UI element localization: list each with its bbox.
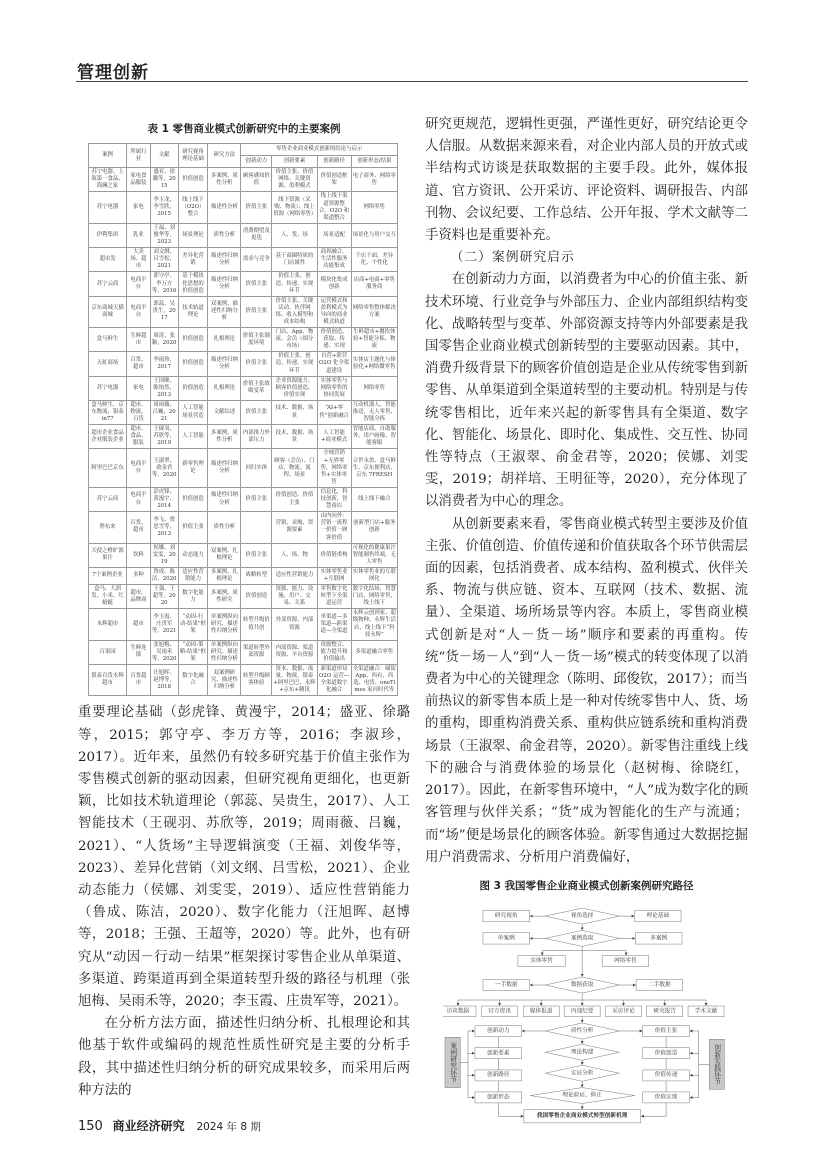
cell-elements: 门店、App、物流、会员（细分市场）: [272, 328, 317, 352]
cell-elements: 人、场、物: [272, 543, 317, 567]
cell-elements: 适应性营销能力: [272, 567, 317, 584]
cell-method: 单案例纵向研究、描述性归纳分析: [208, 609, 241, 640]
label-innovation-practice-stage: 创新实践环节: [712, 1044, 721, 1085]
header-industry: 所属行业: [127, 144, 151, 168]
label-source: 内部纪要: [570, 1008, 594, 1015]
case-table: [88, 143, 398, 696]
label-innovation-form: 创新形态: [486, 1094, 510, 1101]
cell-driver: 价值主张制度环境: [241, 328, 272, 352]
page-footer: [78, 1118, 410, 1155]
table-row: [89, 665, 398, 696]
cell-method: 扎根理论: [208, 376, 241, 400]
cell-case: 苏宁电器、上海第一食品、海澜之家: [89, 168, 127, 192]
body-paragraph: 研究更规范，逻辑性更强，严谨性更好，研究结论更令人信服。从数据来源来看，对企业内部人员的开放式或半结构式访谈是获取数据的主要手段。此外，媒体报道、官方资讯、公开采访、评论资料、调研报告、内部刊物、会议纪要、工作总结、公开年报、学术文献等二手资料也是重要补充。: [425, 117, 748, 244]
cell-literature: 王砚羽、苏欣等，2019: [150, 425, 178, 449]
label-source: 媒体报道: [529, 1008, 553, 1015]
header-path: 创新路径: [317, 156, 351, 168]
cell-theory: 价值创造: [178, 376, 208, 400]
cell-path: “AI+零售”创新融合: [317, 400, 351, 424]
table-row: [89, 585, 398, 609]
cell-path: 人工智能+商业模式: [317, 425, 351, 449]
cell-theory: 价值创造: [178, 487, 208, 511]
research-path-flowchart: [443, 905, 726, 1125]
header-case: 案例: [89, 144, 127, 168]
label-innovation-path: 创新路径: [486, 1072, 510, 1079]
cell-path: 商界融合，生活性服务功能集成: [317, 248, 351, 272]
left-body-text: [78, 702, 410, 1102]
body-paragraph: 在分析方法方面，描述性归纳分析、扎根理论和其他基于软件或编码的规范性质性研究是主要的分析手段，其中描述性归纳分析的研究成果较多，而采用后两种方法的: [78, 1016, 410, 1098]
cell-theory: 场景理论: [178, 223, 208, 247]
cell-driver: 价值创造: [241, 585, 272, 609]
cell-form: 实体店主题化与体验化+网络微零售: [351, 352, 397, 376]
label-single-case: 单案例: [497, 935, 515, 942]
cell-path: 单渠道—多渠道—跨渠道—全渠道: [317, 609, 351, 640]
cell-method: 质性分析: [208, 223, 241, 247]
cell-theory: 适应性营销能力: [178, 567, 208, 584]
cell-method: 质性分析: [208, 512, 241, 543]
cell-literature: 王强、王超等，2020: [150, 585, 178, 609]
cell-theory: 动态能力: [178, 543, 208, 567]
cell-literature: 王淑翠、俞金君等，2020: [150, 449, 178, 487]
journal-name: 商业经济研究: [112, 1119, 185, 1134]
cell-elements: 价值主张、创造、传递、实现环节: [272, 352, 317, 376]
cell-driver: 渠道转型外部资源: [241, 640, 272, 664]
cell-literature: 刘文纲、吕雪松，2021: [150, 248, 178, 272]
cell-driver: 转型升级顾客体验: [241, 665, 272, 696]
body-paragraph: 从创新要素来看，零售商业模式转型主要涉及价值主张、价值创造、价值传递和价值获取各个环节供需层面的因素，包括消费者、成本结构、盈利模式、伙伴关系、物流与供应链、资本、互联网（技术、数据、流量）、全渠道、场所场景等内容。本质上，零售商业模式创新是对“人－货－场”顺序和要素的再重构。传统“货－场－人”到“人－货－场”模式的转变体现了以消费者为中心的关键理念（陈明、邱俊钦，2017）；而当前热议的新零售本质上是一种对传统零售中人、货、场的重构，即重构消费关系、重构供应链系统和重构消费场景（王淑翠、俞金君等，2020）。新零售注重线上线下的融合与消费体验的场景化（赵树梅、徐晓红，2017）。因此，在新零售环境中，“人”成为数字化的顾客管理与伙伴关系；“货”成为智能化的生产与流通；而“场”便是场景化的顾客体验。新零售通过大数据挖掘用户消费需求、分析用户消费偏好，: [425, 516, 748, 865]
cell-literature: 郭守亭、李万方等，2016: [150, 272, 178, 296]
cell-form: 店商+电商+零售服务商: [351, 272, 397, 296]
body-paragraph: 在创新动力方面，以消费者为中心的价值主张、新技术环境、行业竞争与外部压力、企业内部组织结构变化、战略转型与变革、外部资源支持等内外部要素是我国零售企业商业模式创新转型的主要驱动因素。其中，消费升级背景下的顾客价值创造是企业从传统零售到新零售、从单渠道到全渠道转型的主要动机。特别是与传统零售相比，近年来兴起的新零售具有全渠道、数字化、智能化、场景化、即时化、集成性、交互性、协同性等特点（王淑翠、俞金君等，2020；侯娜、刘雯雯，2019；胡祥培、王明征等，2020），充分体现了以消费者为中心的理念。: [425, 272, 748, 510]
table-row: [89, 352, 398, 376]
label-case-select: 案例选取: [570, 935, 594, 942]
cell-elements: 内部资源、渠道资源、平台资源: [272, 640, 317, 664]
cell-method: 文献综述: [208, 400, 241, 424]
cell-literature: 彭虎锋、黄漫宇，2014: [150, 487, 178, 511]
cell-driver: 价值主张: [241, 272, 272, 296]
cell-path: 线上线下渠道资源整合，O2O 和渠道整合: [317, 192, 351, 223]
cell-theory: 价值创造: [178, 328, 208, 352]
cell-path: 信息化，科技创新，智慧商店: [317, 487, 351, 511]
label-data-acquire: 数据获取: [570, 981, 594, 988]
cell-case: 京东商城天猫商城: [89, 296, 127, 327]
cell-case: 百果园: [89, 640, 127, 664]
cell-case: 盒马、大润发、小米、红蜻蜓: [89, 585, 127, 609]
cell-theory: 差异化营销: [178, 248, 208, 272]
cell-literature: 李玉龙、李雪欣，2015: [150, 192, 178, 223]
cell-form: 全渠道融合：喵街 App、西有、西选、电货、oneTimes 家河时代等: [351, 665, 397, 696]
section-heading: 管理创新: [77, 63, 149, 83]
cell-literature: 郭蕊、吴贵生，2017: [150, 296, 178, 327]
cell-form: 网络零售整体解决方案: [351, 296, 397, 327]
cell-literature: 盛亚、徐璐等，2015: [150, 168, 178, 192]
cell-industry: 电商平台: [127, 296, 151, 327]
table-row: [89, 512, 398, 543]
case-table-container: [88, 143, 398, 696]
cell-driver: [241, 512, 272, 543]
body-paragraph: 重要理论基础（彭虎锋、黄漫宇，2014；盛亚、徐璐等，2015；郭守亭、李万方等，2016；李淑珍，2017）。近年来，虽然仍有较多研究基于价值主张作为零售模式创新的驱动因素，但研究视角更细化，也更新颖，比如技术轨道理论（郭蕊、吴贵生，2017）、人工智能技术（王砚羽、苏欣等，2019；周雨薇、吕巍，2021）、“人货场”主导逻辑演变（王福、刘俊华等，2023）、差异化营销（刘文纲、吕雪松，2021）、企业动态能力（侯娜、刘雯雯，2019）、适应性营销能力（鲁成、陈洁，2020）、数字化能力（汪旭晖、赵博等，2018；王强、王超等，2020）等。此外，也有研究从“动因－行动－结果”框架探讨零售企业从单渠道、多渠道、跨渠道再到全渠道转型升级的路径与机理（张旭梅、吴雨禾等，2020；李玉霞、庄贵军等，2021）。: [78, 705, 410, 1010]
left-column: [78, 122, 410, 1155]
label-innovation-driver: 创新动力: [486, 1027, 510, 1034]
cell-driver: 顾客感知价值: [241, 168, 272, 192]
cell-path: 模块化集成创新: [317, 272, 351, 296]
cell-literature: 鲁成、陈洁，2020: [150, 567, 178, 584]
table-row: [89, 328, 398, 352]
cell-method: 描述性归纳分析: [208, 449, 241, 487]
cell-path: 由内向外：营销一流程一价值一顾客价值: [317, 512, 351, 543]
cell-elements: 企业资源能力、顾客价值创造、价值实现: [272, 376, 317, 400]
cell-case: 胖东来: [89, 512, 127, 543]
journal-issue: 2024 年 8 期: [196, 1121, 261, 1134]
cell-theory: 数字化能力: [178, 585, 208, 609]
cell-theory: 新零售理论: [178, 449, 208, 487]
cell-case: 苏宁云商: [89, 487, 127, 511]
cell-industry: 超市、物流、百货: [127, 400, 151, 424]
cell-literature: 李玉霞、庄贵军等，2021: [150, 609, 178, 640]
cell-theory: 基于模块化思想的价值创造: [178, 272, 208, 296]
table-row: [89, 543, 398, 567]
cell-driver: 价值主张: [241, 192, 272, 223]
label-physical-retail: 实体零售: [530, 957, 553, 964]
table-row: [89, 449, 398, 487]
cell-driver: 内部推力外部压力: [241, 425, 272, 449]
cell-elements: 技术、数据、场景: [272, 400, 317, 424]
cell-case: 永辉超市: [89, 609, 127, 640]
cell-driver: 回归实体: [241, 449, 272, 487]
table-row: [89, 567, 398, 584]
label-verify: 理论验证、修正: [562, 1092, 602, 1099]
label-source: 访谈数据: [446, 1008, 470, 1015]
table-row: [89, 296, 398, 327]
cell-form: 网络零售: [351, 192, 397, 223]
cell-case: 天虹商场: [89, 352, 127, 376]
cell-literature: 汪旭晖、赵博等，2018: [150, 665, 178, 696]
cell-theory: 价值创造: [178, 168, 208, 192]
cell-path: 价值创造框架: [317, 168, 351, 192]
cell-theory: 线上线下（O2O）整合: [178, 192, 208, 223]
header-theory: 研究视角理论基础: [178, 144, 208, 168]
table-row: [89, 609, 398, 640]
label-multi-case: 多案例: [650, 935, 668, 942]
cell-form: 合世永盈、盒马鲜生、京东便利店、京东 7FRESH: [351, 449, 397, 487]
cell-industry: 家电: [127, 376, 151, 400]
cell-path: 实体零售业+互联网: [317, 567, 351, 584]
cell-literature: 侯娜、刘雯雯，2019: [150, 543, 178, 567]
table-row: [89, 168, 398, 192]
cell-method: 双案例、扎根理论: [208, 543, 241, 567]
cell-form: 实体零售业的互联网化: [351, 567, 397, 584]
cell-method: 描述性归纳分析: [208, 248, 241, 272]
cell-method: 多案例、质性分析: [208, 168, 241, 192]
label-perspective-select: 视角选择: [570, 913, 594, 920]
cell-form: 可视化的健康果汁智能制售终端，无人零售: [351, 543, 397, 567]
cell-elements: 顾客（会员）、门店、物流、流程、场景: [272, 449, 317, 487]
cell-form: 创新型门店+服务创新: [351, 512, 397, 543]
cell-method: 双案例、描述性归纳分析: [208, 296, 241, 327]
header-form: 创新形态/结果: [351, 156, 397, 168]
cell-elements: 价值创造、价值主张: [272, 487, 317, 511]
header-literature: 文献: [150, 144, 178, 168]
table-row: [89, 425, 398, 449]
label-theory-basis: 理论基础: [646, 913, 670, 920]
label-case-research-stage: 案例研究环节: [448, 1042, 457, 1083]
cell-case: 天使之橙旷源果汁: [89, 543, 127, 567]
figure-title: 图 3 我国零售企业商业模式创新案例研究路径: [479, 879, 694, 892]
table-row: [89, 487, 398, 511]
cell-form: 数字化结场，智慧门店，网络零售，线上线下: [351, 585, 397, 609]
cell-industry: 电商平台: [127, 272, 151, 296]
cell-case: 苏宁电器: [89, 192, 127, 223]
label-innovation-elements: 创新要素: [486, 1050, 510, 1057]
cell-industry: 超市、品牌商: [127, 585, 151, 609]
table-header-row: [89, 144, 398, 156]
cell-industry: 电商平台: [127, 487, 151, 511]
cell-path: 价值链重构: [317, 543, 351, 567]
cell-driver: 转型升级价值共创: [241, 609, 272, 640]
cell-form: 互动机器人、智能推送、无人零售、智能分拣: [351, 400, 397, 424]
table-title: 表 1 零售商业模式创新研究中的主要案例: [147, 123, 341, 135]
cell-case: 7个案例企业: [89, 567, 127, 584]
cell-path: 场景适配: [317, 223, 351, 247]
cell-driver: 价值主张战略变革: [241, 376, 272, 400]
label-secondary-data: 二手数据: [648, 981, 671, 988]
label-perspective: 研究视角: [494, 913, 518, 920]
cell-form: 线上线下融合: [351, 487, 397, 511]
cell-case: 伊利集团: [89, 223, 127, 247]
page-number: 150: [78, 1119, 103, 1135]
cell-industry: 乳业: [127, 223, 151, 247]
cell-path: 零售数字化转型下全渠道运营: [317, 585, 351, 609]
header-driver: 创新动力: [241, 156, 272, 168]
cell-elements: 价值主张、价值网络、关键资源、盈利模式: [272, 168, 317, 192]
table-row: [89, 376, 398, 400]
header-method: 研究方法: [208, 144, 241, 168]
cell-literature: 周涛、张颖，2020: [150, 328, 178, 352]
cell-literature: 张旭梅、吴雨禾等，2020: [150, 640, 178, 664]
cell-elements: 技术、数据、场景: [272, 425, 317, 449]
cell-industry: 生鲜连锁: [127, 640, 151, 664]
label-value-creation: 价值创造: [654, 1050, 678, 1057]
cell-theory: 人工智能: [178, 425, 208, 449]
cell-method: 双案例研究、描述性归纳分析: [208, 665, 241, 696]
label-source: 采访评论: [612, 1008, 635, 1015]
label-online-retail: 网络零售: [614, 957, 637, 964]
label-value-delivery: 价值传递: [654, 1072, 678, 1079]
label-source: 学术文献: [694, 1008, 718, 1015]
cell-case: 超市企业食品企业服装企业: [89, 425, 127, 449]
table-body: [89, 168, 398, 696]
cell-elements: 营销、采购、资源要素: [272, 512, 317, 543]
cell-industry: 百货、超市: [127, 352, 151, 376]
label-qualitative: 质性分析: [570, 1027, 594, 1034]
cell-case: 盒马鲜生、京东物流、银泰 in77: [89, 400, 127, 424]
cell-driver: 价值主张: [241, 352, 272, 376]
cell-path: 自营+联营 O2O 化全渠道建设: [317, 352, 351, 376]
cell-elements: 人、货、场: [272, 223, 317, 247]
cell-literature: 王福、刘俊华等，2023: [150, 223, 178, 247]
cell-method: 描述性归纳分析: [208, 487, 241, 511]
cell-industry: 百货超市: [127, 665, 151, 696]
cell-form: 千店千面，差异化、个性化: [351, 248, 397, 272]
cell-case: 阿里巴巴京东: [89, 449, 127, 487]
cell-form: 永辉云创到家、超级物种、永辉生活店，线上线下“科技永辉”: [351, 609, 397, 640]
table-row: [89, 400, 398, 424]
cell-theory: 价值主张: [178, 512, 208, 543]
cell-form: 网络零售: [351, 376, 397, 400]
cell-driver: 需求与竞争: [241, 248, 272, 272]
header-elements: 创新要素: [272, 156, 317, 168]
cell-form: 电子商务、网络零售: [351, 168, 397, 192]
cell-form: 场景化与用户交互: [351, 223, 397, 247]
cell-form: 智能店面、自助服务、用户画像、智能客服: [351, 425, 397, 449]
cell-industry: 大卖场、超市: [127, 248, 151, 272]
cell-case: 盒马鲜生: [89, 328, 127, 352]
table-row: [89, 272, 398, 296]
cell-elements: 价值主张、创造、传递、实现环节: [272, 272, 317, 296]
cell-theory: 人工智能场景营造: [178, 400, 208, 424]
label-empirical: 实证分析: [570, 1070, 594, 1077]
cell-industry: 超市、食品、服装: [127, 425, 151, 449]
label-primary-data: 一手数据: [494, 981, 518, 988]
cell-industry: 百货、超市: [127, 512, 151, 543]
cell-path: 运营模式和盈利模式为导向的商业模式轨道: [317, 296, 351, 327]
cell-method: 多案例、质性分析: [208, 425, 241, 449]
cell-form: 生鲜超市+餐饮体验+智能分拣、物流: [351, 328, 397, 352]
cell-elements: 价值主张、关键活动、伙伴网络、收入模型和成本结构: [272, 296, 317, 327]
cell-driver: 消费期望及更迭: [241, 223, 272, 247]
cell-elements: 线下资源（采购、物流）、线上资源（网络零售）: [272, 192, 317, 223]
cell-literature: 李飞、贾思雪等，2013: [150, 512, 178, 543]
cell-theory: 价值创造: [178, 352, 208, 376]
cell-driver: 价值主张: [241, 400, 272, 424]
cell-path: 全域营销+无界零售，网络零售+实体零售: [317, 449, 351, 487]
cell-driver: 价值主张: [241, 543, 272, 567]
cell-case: 银泰百货永辉超市: [89, 665, 127, 696]
cell-theory: 数字化融合: [178, 665, 208, 696]
cell-industry: 生鲜超市: [127, 328, 151, 352]
cell-method: 多案例、质性研究: [208, 585, 241, 609]
cell-path: 资源整合、能力提升和价值输出: [317, 640, 351, 664]
label-source: 官方资讯: [488, 1008, 511, 1015]
cell-theory: “动因-行动-结果”框架: [178, 609, 208, 640]
cell-elements: 资本、数据、流量、物流，银泰+阿里巴巴、永辉+京东+腾讯: [272, 665, 317, 696]
cell-path: 价值创造、获取、传递、实现: [317, 328, 351, 352]
cell-driver: 价值主张: [241, 296, 272, 327]
cell-driver: 战略转型: [241, 567, 272, 584]
table-row: [89, 192, 398, 223]
cell-method: 单案例纵向研究、描述性归纳分析: [208, 640, 241, 664]
cell-path: 新渠道形局 O2O 运营—全渠道数字化融合: [317, 665, 351, 696]
subsection-heading: （二）案例研究启示: [450, 250, 575, 266]
cell-industry: 超市: [127, 609, 151, 640]
cell-elements: 外部资源、内部资源: [272, 609, 317, 640]
cell-case: 苏宁云商: [89, 272, 127, 296]
label-result: 我国零售企业商业模式转型创新机理: [536, 1113, 628, 1120]
cell-theory: “动因-策略-结果”框架: [178, 640, 208, 664]
table-row: [89, 640, 398, 664]
cell-form: 多渠道融合零售: [351, 640, 397, 664]
table-row: [89, 248, 398, 272]
cell-driver: 价值主张: [241, 487, 272, 511]
cell-case: 超市发: [89, 248, 127, 272]
label-value-proposition: 价值主张: [654, 1027, 678, 1034]
cell-industry: 家电: [127, 192, 151, 223]
right-column: [425, 114, 748, 1145]
label-value-realization: 价值实现: [654, 1094, 678, 1101]
cell-elements: 资源、能力、设施、用户、交易、关系: [272, 585, 317, 609]
cell-industry: 家电食品服装: [127, 168, 151, 192]
cell-method: 描述性归纳分析: [208, 272, 241, 296]
table-row: [89, 223, 398, 247]
cell-method: 描述性分析: [208, 192, 241, 223]
cell-method: 描述性归纳分析: [208, 352, 241, 376]
cell-method: 多案例、扎根理论: [208, 567, 241, 584]
right-body-text: [425, 114, 748, 869]
label-source: 研究报告: [653, 1008, 677, 1015]
cell-path: 实体零售与网络零售的协同发展: [317, 376, 351, 400]
label-theory-build: 理论构建: [570, 1049, 594, 1056]
cell-industry: 多种: [127, 567, 151, 584]
cell-industry: 饮料: [127, 543, 151, 567]
cell-literature: 李雨珍，2017: [150, 352, 178, 376]
cell-literature: 周雨薇、吕巍，2021: [150, 400, 178, 424]
header-group: 零售企业商业模式创新的结论与启示: [241, 144, 398, 156]
cell-literature: 王国顺、陈怡然，2013: [150, 376, 178, 400]
cell-method: 扎根理论: [208, 328, 241, 352]
header-rule: [76, 81, 748, 82]
cell-elements: 基于商圈特质的门店属性: [272, 248, 317, 272]
cell-theory: 技术轨道理论: [178, 296, 208, 327]
cell-industry: 电商平台: [127, 449, 151, 487]
cell-case: 苏宁电器: [89, 376, 127, 400]
